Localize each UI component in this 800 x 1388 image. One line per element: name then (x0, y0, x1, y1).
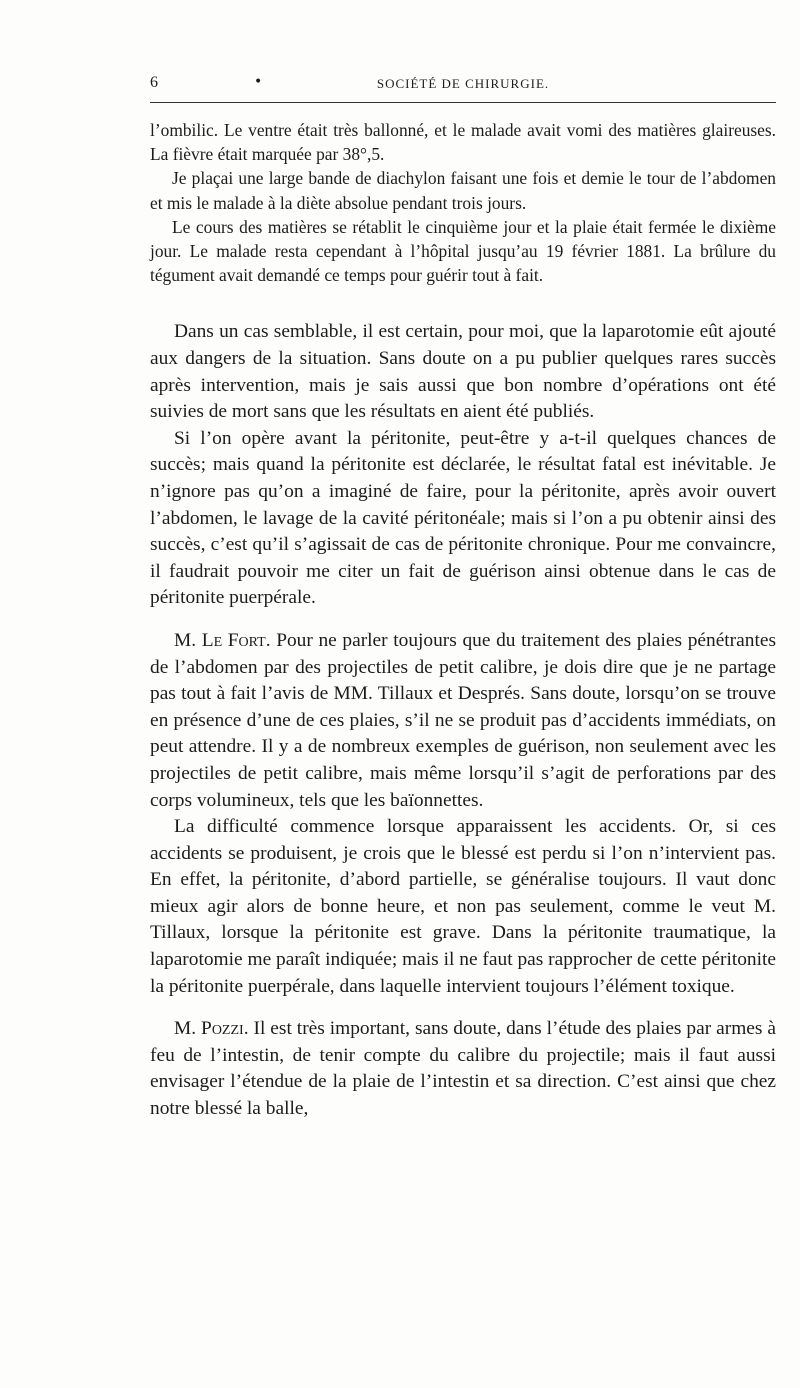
paragraph: La difficulté commence lorsque apparaissent les accidents. Or, si ces accidents se produisent, je crois que le blessé est perdu si l’on n’intervient pas. En effet, la péritonite, d’abord partielle, se généralise toujours. Il vaut donc mieux agir alors de bonne heure, et non pas seulement, comme le veut M. Tillaux, lorsque la péritonite est grave. Dans la péritonite traumatique, la laparotomie me paraît indiquée; mais il ne faut pas rapprocher de cette péritonite la péritonite puerpérale, dans laquelle intervient toujours l’élément toxique. (150, 816, 776, 997)
paragraph (150, 1016, 776, 1122)
paragraph (150, 628, 776, 814)
paragraph: Le cours des matières se rétablit le cinquième jour et la plaie était fermée le dixième jour. Le malade resta cependant à l’hôpital jusqu’au 19 février 1881. La brûlure du tégument avait demandé ce temps pour guérir tout à fait. (150, 216, 776, 286)
header-dot: • (254, 74, 263, 90)
paragraph: Dans un cas semblable, il est certain, pour moi, que la laparotomie eût ajouté aux dangers de la situation. Sans doute on a pu publier quelques rares succès après intervention, mais je sais aussi que bon nombre d’opérations ont été suivies de mort sans que les résultats en aient été publiés. (150, 321, 776, 423)
header-rule (150, 102, 776, 103)
le-fort-block (150, 628, 776, 1000)
speaker-name: M. Pozzi. (174, 1018, 249, 1040)
paragraph: l’ombilic. Le ventre était très ballonné, et le malade avait vomi des matières glaireuses. La fièvre était marquée par 38°,5. (150, 120, 776, 165)
running-head: SOCIÉTÉ DE CHIRURGIE. (376, 76, 550, 91)
paragraph: Je plaçai une large bande de diachylon faisant une fois et demie le tour de l’abdomen et mis le malade à la diète absolue pendant trois jours. (150, 168, 776, 213)
discussion-block (150, 319, 776, 612)
paragraph-text: Il est très important, sans doute, dans l’étude des plaies par armes à feu de l’intestin, de tenir compte du calibre du projectile; mais il faut aussi envisager l’étendue de la plaie de l’intestin et sa direction. C’est ainsi que chez notre blessé la balle, (150, 1018, 776, 1120)
paragraph-text: Pour ne parler toujours que du traitement des plaies pénétrantes de l’abdomen par des projectiles de petit calibre, je dois dire que je ne partage pas tout à fait l’avis de MM. Tillaux et Després. Sans doute, lorsqu’on se trouve en présence d’une de ces plaies, s’il ne se produit pas d’accidents immédiats, on peut attendre. Il y a de nombreux exemples de guérison, non seulement avec les projectiles de petit calibre, mais même lorsqu’il s’agit de perforations par des corps volumineux, tels que les baïonnettes. (150, 629, 776, 811)
page-number: 6 (150, 74, 158, 91)
paragraph: Si l’on opère avant la péritonite, peut-être y a-t-il quelques chances de succès; mais quand la péritonite est déclarée, le résultat fatal est inévitable. Je n’ignore pas qu’on a imaginé de faire, pour la péritonite, après avoir ouvert l’abdomen, le lavage de la cavité péritonéale; mais si l’on a pu obtenir ainsi des succès, c’est qu’il s’agissait de cas de péritonite chronique. Pour me convaincre, il faudrait pouvoir me citer un fait de guérison ainsi obtenue dans le cas de péritonite puerpérale. (150, 427, 776, 609)
case-report-block (150, 118, 776, 287)
speaker-name: M. Le Fort. (174, 629, 271, 651)
pozzi-block (150, 1016, 776, 1122)
body-text (150, 118, 776, 1123)
page-header (150, 74, 776, 98)
